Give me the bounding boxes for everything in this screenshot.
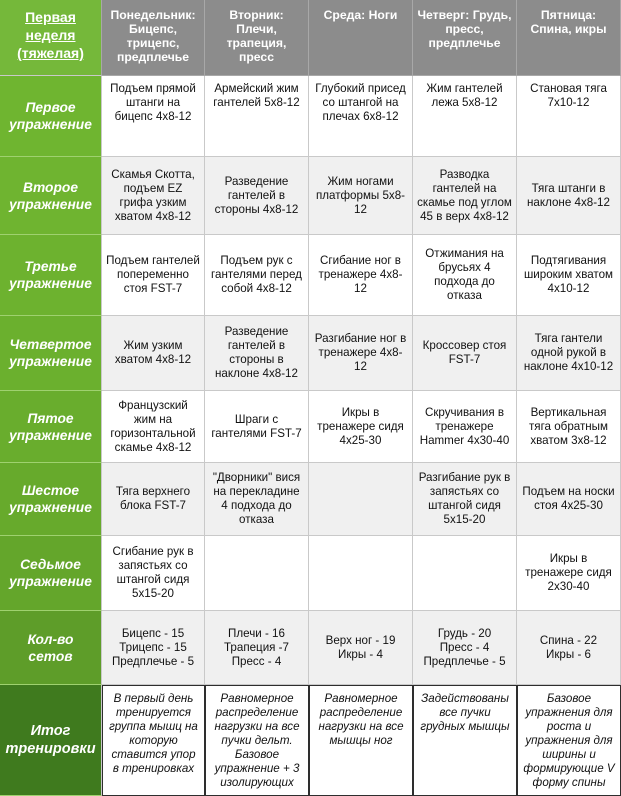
table-cell: "Дворники" вися на перекладине 4 подхода до отказа bbox=[205, 463, 309, 536]
day-header-tuesday: Вторник: Плечи, трапеция, пресс bbox=[205, 0, 309, 76]
table-cell: Армейский жим гантелей 5x8-12 bbox=[205, 76, 309, 157]
table-cell: Тяга штанги в наклоне 4x8-12 bbox=[517, 157, 621, 235]
summary-cell: Равномерное распределение нагрузки на все пучки дельт. Базовое упражнение + 3 изолирующих bbox=[205, 685, 309, 796]
table-cell bbox=[309, 536, 413, 611]
table-cell bbox=[413, 536, 517, 611]
table-cell: Икры в тренажере сидя 2x30-40 bbox=[517, 536, 621, 611]
row-label: Кол-во сетов bbox=[0, 611, 102, 685]
table-cell: Жим узким хватом 4x8-12 bbox=[102, 316, 205, 391]
row-label: Первое упражнение bbox=[0, 76, 102, 157]
table-cell: Подъем гантелей попеременно стоя FST-7 bbox=[102, 235, 205, 316]
table-cell: Шраги с гантелями FST-7 bbox=[205, 391, 309, 463]
table-cell: Становая тяга 7x10-12 bbox=[517, 76, 621, 157]
table-cell: Скручивания в тренажере Hammer 4x30-40 bbox=[413, 391, 517, 463]
week-title: Первая неделя (тяжелая) bbox=[0, 0, 102, 76]
table-cell: Отжимания на брусьях 4 подхода до отказа bbox=[413, 235, 517, 316]
day-header-wednesday: Среда: Ноги bbox=[309, 0, 413, 76]
table-cell: Сгибание ног в тренажере 4x8-12 bbox=[309, 235, 413, 316]
table-cell: Подъем на носки стоя 4x25-30 bbox=[517, 463, 621, 536]
table-cell: Подъем прямой штанги на бицепс 4x8-12 bbox=[102, 76, 205, 157]
table-cell: Жим ногами платформы 5x8-12 bbox=[309, 157, 413, 235]
summary-cell: Равномерное распределение нагрузки на все мышцы ног bbox=[309, 685, 413, 796]
sets-cell: Верх ног - 19 Икры - 4 bbox=[309, 611, 413, 685]
table-cell: Тяга верхнего блока FST-7 bbox=[102, 463, 205, 536]
table-cell: Разведение гантелей в стороны 4x8-12 bbox=[205, 157, 309, 235]
table-cell: Кроссовер стоя FST-7 bbox=[413, 316, 517, 391]
table-cell: Разгибание ног в тренажере 4x8-12 bbox=[309, 316, 413, 391]
row-label: Пятое упражнение bbox=[0, 391, 102, 463]
sets-cell: Грудь - 20 Пресс - 4 Предплечье - 5 bbox=[413, 611, 517, 685]
row-label: Четвертое упражнение bbox=[0, 316, 102, 391]
table-cell: Скамья Скотта, подъем EZ грифа узким хватом 4x8-12 bbox=[102, 157, 205, 235]
table-cell: Жим гантелей лежа 5x8-12 bbox=[413, 76, 517, 157]
table-cell bbox=[309, 463, 413, 536]
table-cell: Разведение гантелей в стороны в наклоне 4x8-12 bbox=[205, 316, 309, 391]
row-label: Третье упражнение bbox=[0, 235, 102, 316]
table-cell: Подъем рук с гантелями перед собой 4x8-12 bbox=[205, 235, 309, 316]
summary-cell: В первый день тренируется группа мышц на которую ставится упор в тренировках bbox=[102, 685, 205, 796]
table-cell: Французский жим на горизонтальной скамье 4x8-12 bbox=[102, 391, 205, 463]
table-cell: Тяга гантели одной рукой в наклоне 4x10-12 bbox=[517, 316, 621, 391]
day-header-thursday: Четверг: Грудь, пресс, предплечье bbox=[413, 0, 517, 76]
table-cell: Разгибание рук в запястьях со штангой сидя 5x15-20 bbox=[413, 463, 517, 536]
table-cell: Глубокий присед со штангой на плечах 6x8-12 bbox=[309, 76, 413, 157]
summary-cell: Базовое упражнения для роста и упражнения для ширины и формирующие V форму спины bbox=[517, 685, 621, 796]
day-header-friday: Пятница: Спина, икры bbox=[517, 0, 621, 76]
row-label: Итог тренировки bbox=[0, 685, 102, 796]
row-label: Седьмое упражнение bbox=[0, 536, 102, 611]
table-cell: Вертикальная тяга обратным хватом 3x8-12 bbox=[517, 391, 621, 463]
table-cell: Разводка гантелей на скамье под углом 45 в верх 4x8-12 bbox=[413, 157, 517, 235]
table-cell: Икры в тренажере сидя 4x25-30 bbox=[309, 391, 413, 463]
day-header-monday: Понедельник: Бицепс, трицепс, предплечье bbox=[102, 0, 205, 76]
summary-cell: Задействованы все пучки грудных мышцы bbox=[413, 685, 517, 796]
row-label: Второе упражнение bbox=[0, 157, 102, 235]
row-label: Шестое упражнение bbox=[0, 463, 102, 536]
table-cell: Подтягивания широким хватом 4x10-12 bbox=[517, 235, 621, 316]
table-cell: Сгибание рук в запястьях со штангой сидя 5x15-20 bbox=[102, 536, 205, 611]
sets-cell: Спина - 22 Икры - 6 bbox=[517, 611, 621, 685]
table-cell bbox=[205, 536, 309, 611]
sets-cell: Плечи - 16 Трапеция -7 Пресс - 4 bbox=[205, 611, 309, 685]
sets-cell: Бицепс - 15 Трицепс - 15 Предплечье - 5 bbox=[102, 611, 205, 685]
